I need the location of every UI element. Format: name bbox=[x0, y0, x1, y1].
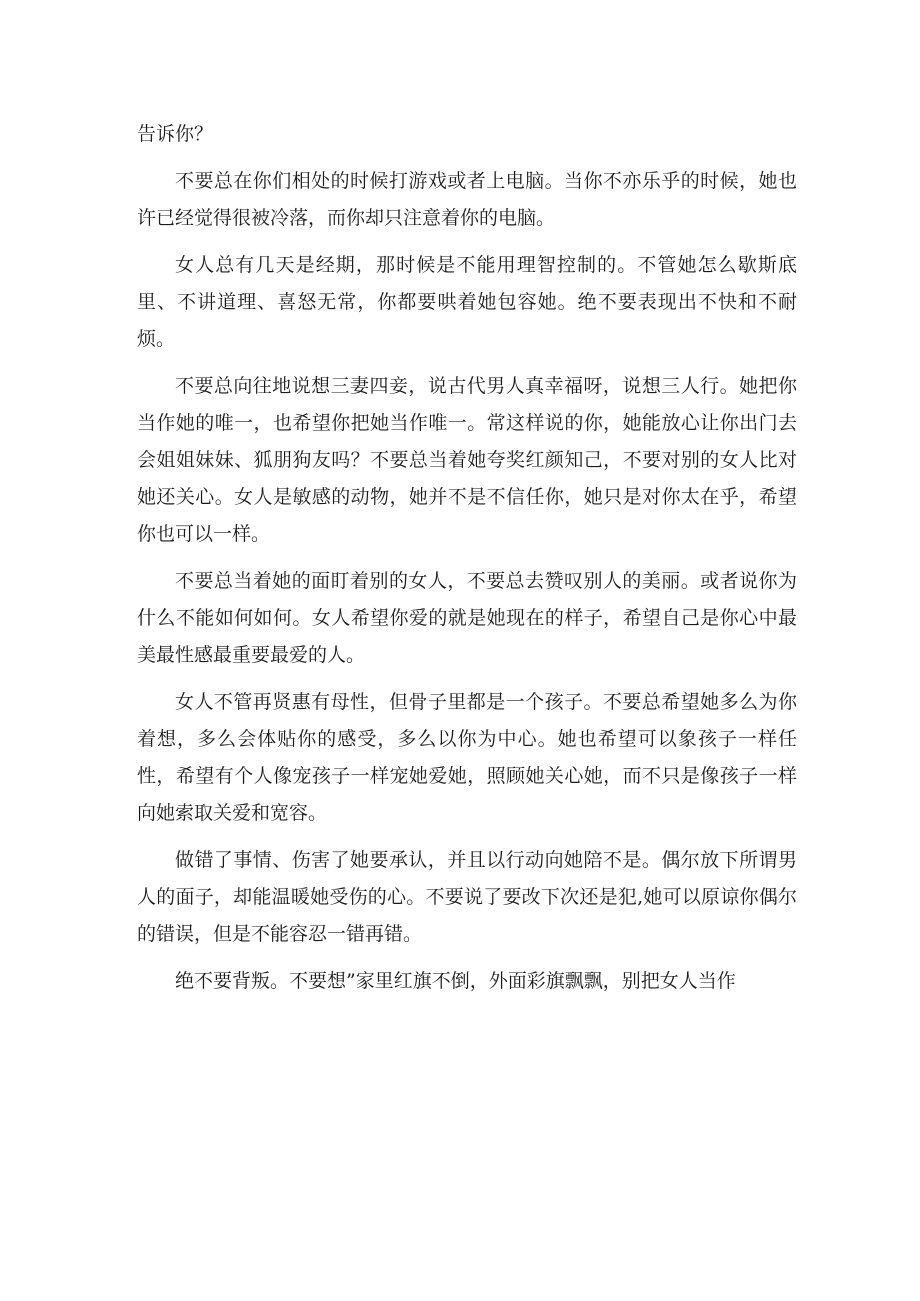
paragraph-4: 不要总向往地说想三妻四妾，说古代男人真幸福呀，说想三人行。她把你当作她的唯一，也希望你把她当作唯一。常这样说的你，她能放心让你出门去会姐姐妹妹、狐朋狗友吗？不要总当着她夸奖红颜知己，不要对别的女人比对她还关心。女人是敏感的动物，她并不是不信任你，她只是对你太在乎，希望你也可以一样。 bbox=[137, 375, 797, 545]
paragraph-5: 不要总当着她的面盯着别的女人，不要总去赞叹别人的美丽。或者说你为什么不能如何如何。女人希望你爱的就是她现在的样子，希望自己是你心中最美最性感最重要最爱的人。 bbox=[137, 570, 797, 666]
paragraph-8: 绝不要背叛。不要想”家里红旗不倒，外面彩旗飘飘，别把女人当作 bbox=[175, 970, 736, 992]
paragraph-3: 女人总有几天是经期，那时候是不能用理智控制的。不管她怎么歇斯底里、不讲道理、喜怒无常，你都要哄着她包容她。绝不要表现出不快和不耐烦。 bbox=[137, 254, 797, 350]
paragraph-2: 不要总在你们相处的时候打游戏或者上电脑。当你不亦乐乎的时候，她也许已经觉得很被冷落，而你却只注意着你的电脑。 bbox=[137, 170, 797, 229]
paragraph-6: 女人不管再贤惠有母性，但骨子里都是一个孩子。不要总希望她多么为你着想，多么会体贴你的感受，多么以你为中心。她也希望可以象孩子一样任性，希望有个人像宠孩子一样宠她爱她，照顾她关心她，而不只是像孩子一样向她索取关爱和宽容。 bbox=[137, 691, 797, 824]
paragraph-7: 做错了事情、伤害了她要承认，并且以行动向她陪不是。偶尔放下所谓男人的面子，却能温暖她受伤的心。不要说了要改下次还是犯,她可以原谅你偶尔的错误，但是不能容忍一错再错。 bbox=[137, 849, 797, 945]
paragraph-1: 告诉你？ bbox=[137, 123, 214, 145]
document-body bbox=[137, 116, 797, 1010]
